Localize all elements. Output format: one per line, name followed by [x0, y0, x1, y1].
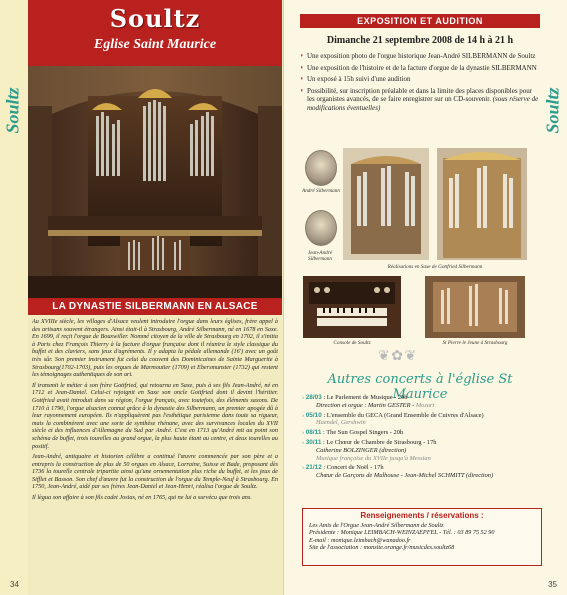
- concert-list: [302, 394, 540, 482]
- jean-andre-portrait: [305, 210, 337, 246]
- stpierre-photo: [425, 276, 525, 338]
- dynasty-section: [28, 298, 282, 595]
- list-item: › 08/11 : The Sun Gospel Singers - 20h: [302, 429, 404, 437]
- console-photo: [303, 276, 401, 338]
- concert-text: Concert de Noël - 17h: [326, 464, 384, 472]
- concerts-title: Autres concerts à l'église St Maurice: [327, 372, 513, 402]
- saxe-organ-photo-1: [343, 148, 429, 260]
- concert-sub-gray: Haendel, Gershwin: [316, 419, 366, 427]
- saxe-organ-photo-2: [437, 148, 527, 260]
- concert-text: L'ensemble du GECA (Grand Ensemble de Cuivres d'Alsace): [326, 411, 484, 419]
- page-header: [28, 0, 282, 66]
- caption-jean-andre: Jean-André Silbermann: [307, 250, 333, 262]
- expo-item-text: Possibilité, sur inscription préalable et dans la limite des places disponibles pour les organistes avancés, de se faire enregistrer sur un CD-souvenir.: [307, 86, 533, 103]
- caption-andre: André Silbermann: [302, 188, 340, 194]
- concert-text: The Sun Gospel Singers - 20h: [326, 429, 404, 437]
- list-item: › 21/12 : Concert de Noël - 17h Chœur de Garçons de Mulhouse - Jean-Michel SCHMITT (direction): [302, 464, 540, 480]
- ornament-icon: ❦ ✿ ❦: [378, 349, 416, 364]
- concert-sub-text: Direction et orgue : Martin GESTER -: [316, 401, 416, 409]
- reservation-line: Présidente : Monique LEIMBACH-WEINZAEPFEL - Tél. : 03 89 75 52 90: [309, 529, 495, 537]
- concert-text: Le Parlement de Musique - 20h: [326, 394, 408, 401]
- paragraph: Jean-André, antiquaire et historien célèbre a continué l'œuvre commencée par son père et a entrepris la construction de plus de 50 orgues en Alsace, Lorraine, Suisse et Bade, proposant dès 1736 la tourelle centrale tripartite ainsi qu'une ornementation plus riche du buffet, et les jeux de Sifflet et Basson. Son chef d'œuvre fut la construction de l'orgue du Temple-Neuf à Strasbourg. En 1750, Jean-André, aidé par ses frères Jean-Daniel et Jean-Henri, réalisa l'orgue de Soultz.: [32, 453, 278, 491]
- expo-list: [300, 52, 540, 115]
- dynasty-title: LA DYNASTIE SILBERMANN EN ALSACE: [28, 298, 282, 315]
- concert-sub-gray: Mozart: [415, 401, 435, 409]
- reservation-title: Renseignements / réservations :: [360, 511, 484, 520]
- side-label-left: Soultz: [2, 87, 23, 134]
- list-item: ◗ Une exposition de l'histoire et de la facture d'orgue de la dynastie SILBERMANN: [300, 64, 540, 73]
- chevron-icon: ›: [302, 438, 305, 446]
- reservation-box: [302, 508, 542, 566]
- page-subtitle: Eglise Saint Maurice: [93, 37, 217, 52]
- caption-console: Console de Soultz: [333, 340, 371, 346]
- dynasty-text: [28, 315, 282, 502]
- concert-sub-text: Chœur de Garçons de Mulhouse - Jean-Michel SCHMITT (direction): [316, 472, 494, 480]
- list-item: ◗ Une exposition photo de l'orgue historique Jean-André SILBERMANN de Soultz: [300, 52, 540, 61]
- paragraph: Il lègua son affaire à son fils cadet Josias, né en 1765, qui ne lui a survécu que trois ans.: [32, 494, 252, 502]
- concert-sub-gray: Musique française du XVIIe jusqu'à Messian: [316, 454, 431, 462]
- list-item: ◗ Un exposé à 15h suivi d'une audition: [300, 75, 540, 84]
- reservation-lines: [303, 520, 541, 554]
- concert-sub: [302, 472, 540, 480]
- concert-date: 08/11: [305, 429, 322, 437]
- list-item: › 28/03 : Le Parlement de Musique - 20h Direction et orgue : Martin GESTER - Mozart: [302, 394, 540, 410]
- concert-sub: [302, 455, 540, 463]
- reservation-email[interactable]: E-mail : monique.leimbach@wanadoo.fr: [309, 536, 411, 544]
- concert-date: 30/11: [305, 438, 322, 446]
- expo-note: (sous réserve de modifications éventuelles): [307, 95, 539, 112]
- list-item: › 30/11 : Le Chœur de Chambre de Strasbourg - 17h Catherine BOLZINGER (direction) Musique française du XVIIe jusqu'à Messian: [302, 439, 540, 462]
- list-item: [300, 87, 540, 113]
- concert-date: 21/12: [305, 464, 322, 472]
- expo-title: EXPOSITION ET AUDITION: [300, 14, 540, 28]
- caption-stpierre: St Pierre le Jeune à Strasbourg: [442, 340, 508, 346]
- reservation-website[interactable]: Site de l'association : monsite.orange.fr/musicdes.soultz68: [309, 544, 455, 552]
- chevron-icon: ›: [302, 429, 305, 437]
- paragraph: Il transmit le métier à son frère Gottfried, qui retourna en Saxe, puis à ses fils Jean-André, né en 1712 et Jean-Daniel. Celui-ci rejoignit en Saxe son oncle Gottfried dont il devint l'héritier. Gottfried avait introduit dans sa région, l'orgue français, avec toutefois, des éléments saxons. De 1710 à 1790, l'orgue alsacien connut grâce à la dynastie des Silbermann, un premier apogée dû à leur rayonnement européen. Ils n'appliquèrent pas l'esthétique parisienne dans toute sa rigueur, mais la combinèrent avec une sorte de synthèse rhénane, avec des survivances locales du XVII siècle et des influences d'Allemagne du Sud par André. C'est en 1713 qu'André mit au point son schéma de buffet, trois tourelles au grand orgue, la plus haute étant au centre, et deux tourelles au positif.: [32, 381, 278, 450]
- page-number-right: 35: [548, 580, 557, 589]
- concert-date: 28/03: [305, 394, 322, 401]
- andre-portrait: [305, 150, 337, 186]
- concert-date: 05/10: [305, 411, 322, 419]
- reservation-line: Les Amis de l'Orgue Jean-André Silbermann de Soultz: [309, 522, 444, 529]
- concert-sub: [302, 447, 540, 455]
- paragraph: Au XVIIIe siècle, les villages d'Alsace veulent introduire l'orgue dans leurs églises, frère appel à des artisans souvent étrangers. Ainsi était-il à Strasbourg, André Silbermann, né en 1678 en Saxe. En 1699, il reçit l'orgue de Bouxwiller. Nommé citoyen de la ville de Strasbourg en 1702, il s'initia à Paris chez François Thierry à la facture d'orgue française dont il réunira le style classique du buffet et des claviers, sans jeux d'agréments. Il y adapta la pédale allemande (16') avec un goût très sûr. Son premier instrument fut celui du couvent des Dominicaines de Sainte Marguerite à Strasbourg(1702-1703), puis les orgues de Marmoutier (1709) et Ebersmunster (1732) qui restent les témoignages authentiques de son art.: [32, 318, 278, 379]
- list-item: › 05/10 : L'ensemble du GECA (Grand Ensemble de Cuivres d'Alsace) Haendel, Gershwin: [302, 412, 540, 428]
- page-title: Soultz: [109, 4, 201, 33]
- organ-photo: [28, 66, 282, 298]
- chevron-icon: ›: [302, 411, 305, 419]
- chevron-icon: ›: [302, 394, 305, 401]
- expo-date: Dimanche 21 septembre 2008 de 14 h à 21 h: [326, 35, 514, 46]
- page-number-left: 34: [10, 580, 19, 589]
- concert-sub: [302, 419, 540, 427]
- concert-sub-text: Catherine BOLZINGER (direction): [316, 446, 407, 454]
- concert-sub: [302, 402, 540, 410]
- caption-realisations: Réalisations en Saxe de Gottfried Silbermann: [387, 264, 483, 270]
- chevron-icon: ›: [302, 464, 305, 472]
- concert-text: Le Chœur de Chambre de Strasbourg - 17h: [326, 438, 437, 446]
- side-label-right: Soultz: [542, 87, 563, 134]
